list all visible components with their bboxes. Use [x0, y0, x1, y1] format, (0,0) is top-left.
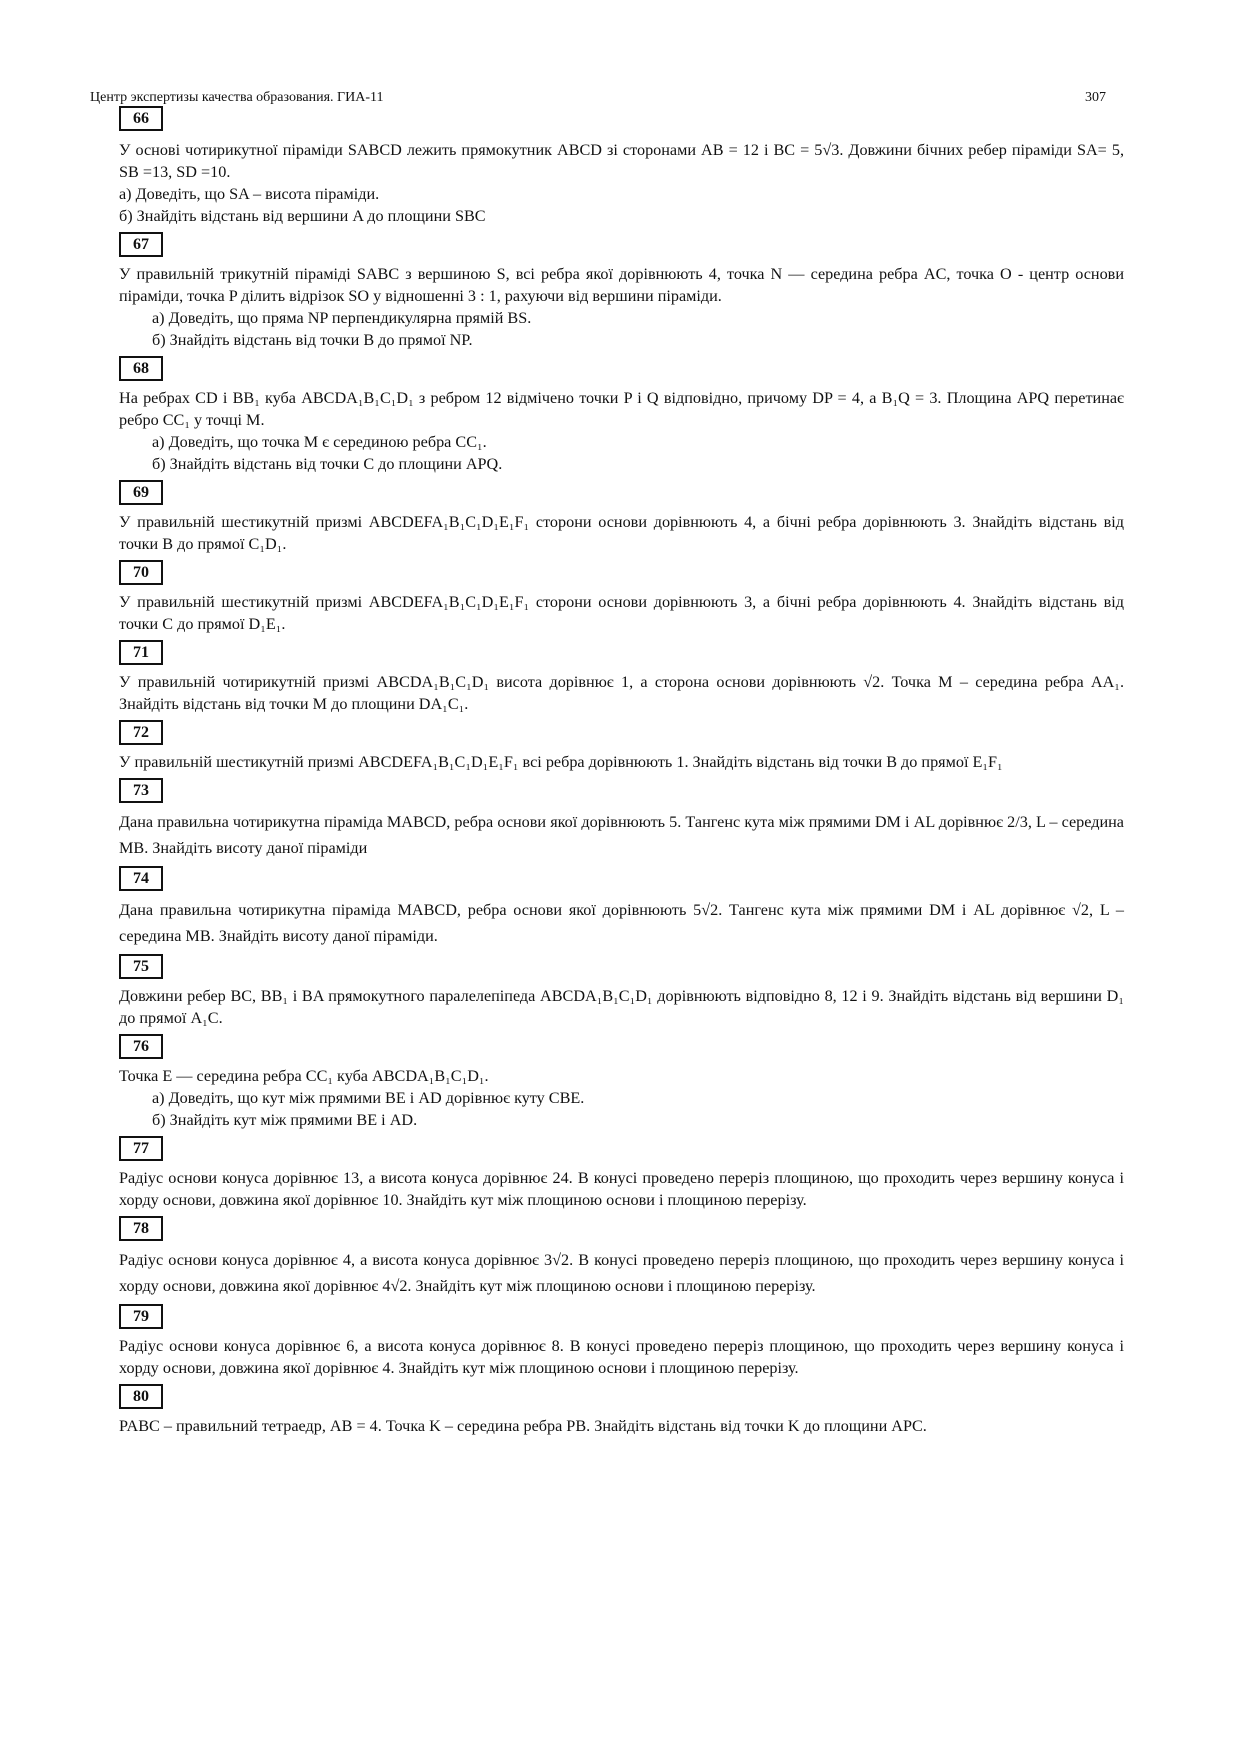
- task-66: [119, 106, 1124, 227]
- task-69: [119, 480, 1124, 555]
- task-number: 80: [119, 1384, 163, 1409]
- task-76: [119, 1034, 1124, 1131]
- task-number: 74: [119, 866, 163, 891]
- task-number: 66: [119, 106, 163, 131]
- task-text: Дана правильна чотирикутна піраміда MABCD, ребра основи якої дорівнюють 5√2. Тангенс кута між прямими DM і AL дорівнює √2, L – середина MB. Знайдіть висоту даної піраміди.: [119, 901, 1124, 945]
- task-text: Точка E — середина ребра CC₁ куба ABCDA₁B₁C₁D₁.: [119, 1067, 489, 1085]
- task-number: 68: [119, 356, 163, 381]
- task-part-b: б) Знайдіть відстань від точки B до прямої NP.: [152, 331, 473, 349]
- task-text: У правильній чотирикутній призмі ABCDA₁B₁C₁D₁ висота дорівнює 1, а сторона основи дорівнюють √2. Точка M – середина ребра AA₁. Знайдіть відстань від точки M до площини DA₁C₁.: [119, 673, 1124, 713]
- task-number: 71: [119, 640, 163, 665]
- task-text: У правильній шестикутній призмі ABCDEFA₁B₁C₁D₁E₁F₁ сторони основи дорівнюють 4, а бічні ребра дорівнюють 3. Знайдіть відстань від точки B до прямої C₁D₁.: [119, 513, 1124, 553]
- task-part-b: б) Знайдіть кут між прямими BE і AD.: [152, 1111, 418, 1129]
- task-67: [119, 232, 1124, 351]
- task-number: 70: [119, 560, 163, 585]
- task-79: [119, 1304, 1124, 1379]
- task-number: 79: [119, 1304, 163, 1329]
- task-text: Радіус основи конуса дорівнює 13, а висота конуса дорівнює 24. В конусі проведено переріз площиною, що проходить через вершину конуса і хорду основи, довжина якої дорівнює 10. Знайдіть кут між площиною основи і площиною перерізу.: [119, 1169, 1124, 1209]
- task-72: [119, 720, 1124, 773]
- task-part-a: а) Доведіть, що пряма NP перпендикулярна прямій BS.: [152, 309, 532, 327]
- task-number: 76: [119, 1034, 163, 1059]
- task-text: На ребрах CD і BB₁ куба ABCDA₁B₁C₁D₁ з ребром 12 відмічено точки P і Q відповідно, причому DP = 4, а B₁Q = 3. Площина APQ перетинає ребро CC₁ у точці M.: [119, 389, 1124, 429]
- task-number: 75: [119, 954, 163, 979]
- task-text: У правильній шестикутній призмі ABCDEFA₁B₁C₁D₁E₁F₁ всі ребра дорівнюють 1. Знайдіть відстань від точки B до прямої E₁F₁: [119, 753, 1003, 771]
- task-number: 73: [119, 778, 163, 803]
- task-number: 78: [119, 1216, 163, 1241]
- task-80: [119, 1384, 1124, 1437]
- task-text: У основі чотирикутної піраміди SABCD лежить прямокутник ABCD зі сторонами AB = 12 і BC = 5√3. Довжини бічних ребер піраміди SA= 5, SB =13, SD =10.: [119, 141, 1124, 181]
- task-text: Радіус основи конуса дорівнює 6, а висота конуса дорівнює 8. В конусі проведено переріз площиною, що проходить через вершину конуса і хорду основи, довжина якої дорівнює 4. Знайдіть кут між площиною основи і площиною перерізу.: [119, 1337, 1124, 1377]
- task-number: 67: [119, 232, 163, 257]
- task-part-a: а) Доведіть, що кут між прямими BE і AD дорівнює куту CBE.: [152, 1089, 585, 1107]
- task-number: 72: [119, 720, 163, 745]
- task-77: [119, 1136, 1124, 1211]
- task-78: [119, 1216, 1124, 1299]
- task-part-b: б) Знайдіть відстань від вершини A до площини SBC: [119, 207, 486, 225]
- task-75: [119, 954, 1124, 1029]
- task-text: У правильній трикутній піраміді SABC з вершиною S, всі ребра якої дорівнюють 4, точка N — середина ребра AC, точка O - центр основи піраміди, точка P ділить відрізок SO у відношенні 3 : 1, рахуючи від вершини піраміди.: [119, 265, 1124, 305]
- task-part-a: а) Доведіть, що точка M є серединою ребра CC₁.: [152, 433, 487, 451]
- task-68: [119, 356, 1124, 475]
- task-text: Дана правильна чотирикутна піраміда MABCD, ребра основи якої дорівнюють 5. Тангенс кута між прямими DM і AL дорівнює 2/3, L – середина MB. Знайдіть висоту даної піраміди: [119, 813, 1124, 857]
- page-number: 307: [1085, 90, 1106, 105]
- header-title: Центр экспертизы качества образования. ГИА-11: [90, 90, 384, 105]
- task-list: [119, 106, 1124, 1442]
- task-text: Радіус основи конуса дорівнює 4, а висота конуса дорівнює 3√2. В конусі проведено переріз площиною, що проходить через вершину конуса і хорду основи, довжина якої дорівнює 4√2. Знайдіть кут між площиною основи і площиною перерізу.: [119, 1251, 1124, 1295]
- task-74: [119, 866, 1124, 949]
- task-text: Довжини ребер BC, BB₁ і BA прямокутного паралелепіпеда ABCDA₁B₁C₁D₁ дорівнюють відповідно 8, 12 і 9. Знайдіть відстань від вершини D₁ до прямої A₁C.: [119, 987, 1124, 1027]
- task-part-a: а) Доведіть, що SA – висота піраміди.: [119, 185, 380, 203]
- task-text: PABC – правильний тетраедр, AB = 4. Точка K – середина ребра PB. Знайдіть відстань від точки K до площини APC.: [119, 1417, 927, 1435]
- task-71: [119, 640, 1124, 715]
- task-number: 69: [119, 480, 163, 505]
- task-number: 77: [119, 1136, 163, 1161]
- task-part-b: б) Знайдіть відстань від точки C до площини APQ.: [152, 455, 503, 473]
- task-text: У правильній шестикутній призмі ABCDEFA₁B₁C₁D₁E₁F₁ сторони основи дорівнюють 3, а бічні ребра дорівнюють 4. Знайдіть відстань від точки C до прямої D₁E₁.: [119, 593, 1124, 633]
- task-70: [119, 560, 1124, 635]
- task-73: [119, 778, 1124, 861]
